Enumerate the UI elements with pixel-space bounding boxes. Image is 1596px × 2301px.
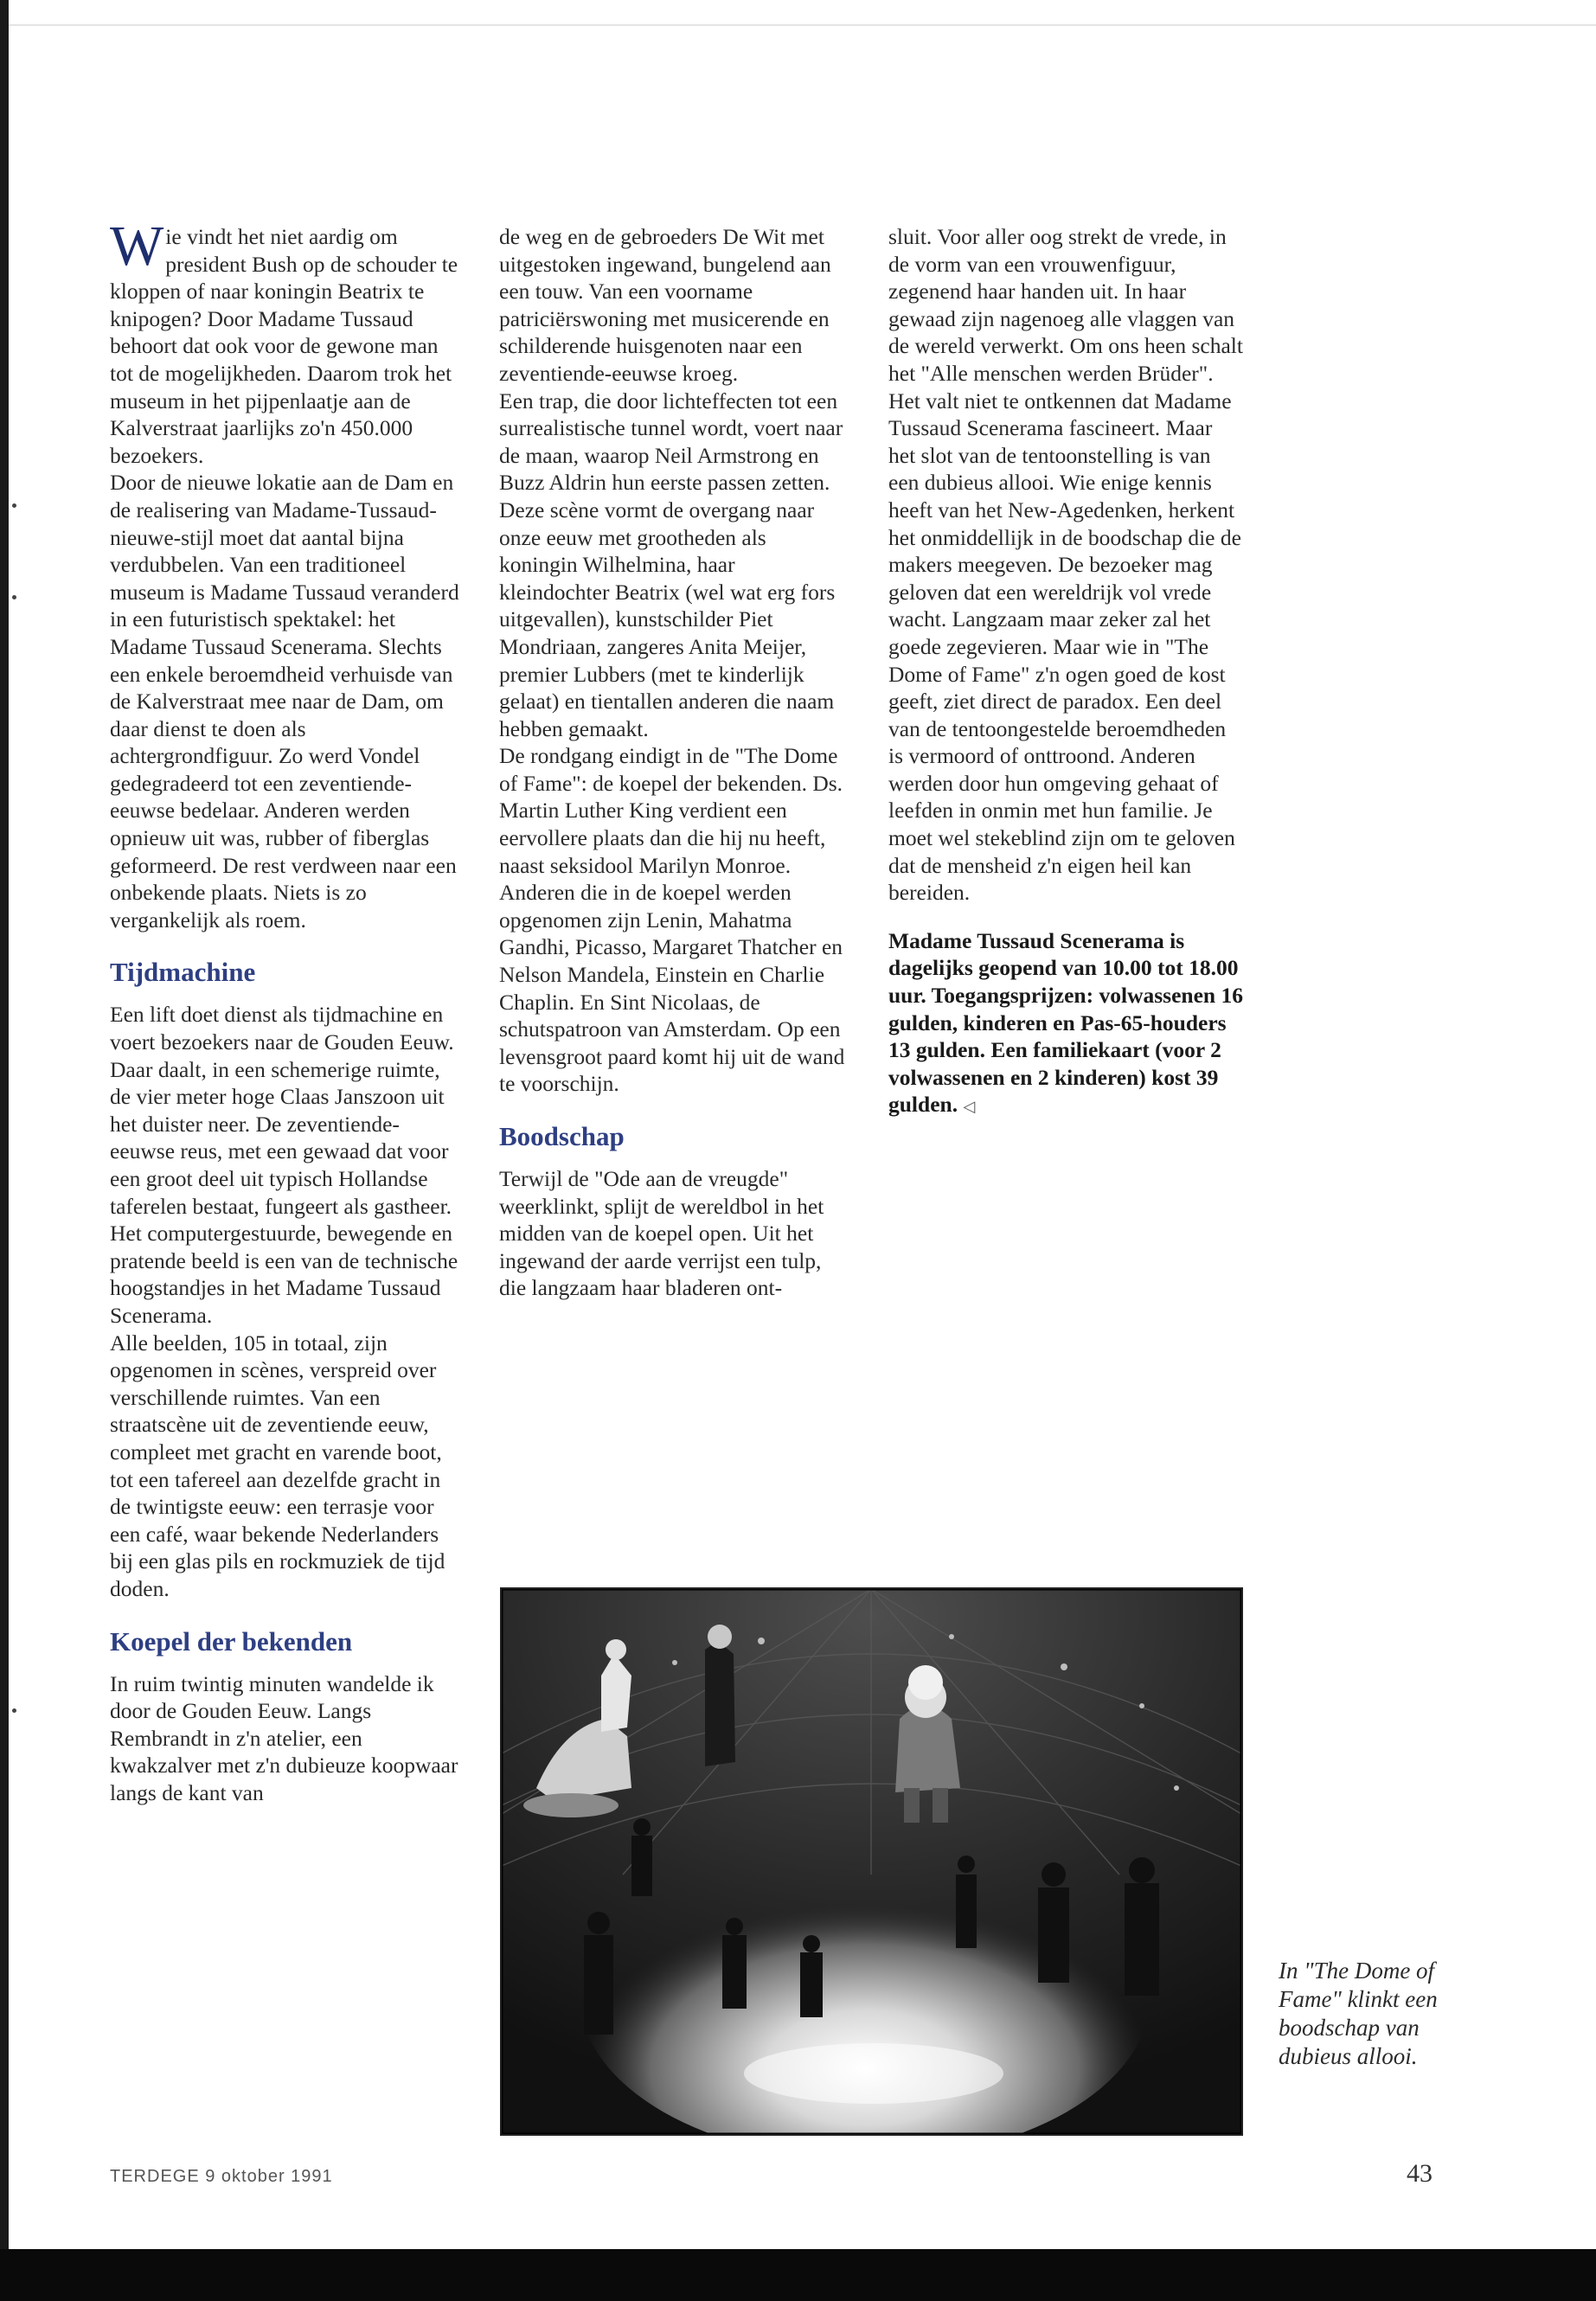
scan-speck — [12, 503, 16, 508]
paragraph: Terwijl de "Ode aan de vreugde" weerklinkt, splijt de wereldbol in het midden van de koepel open. Uit het ingewand der aarde verrijst een tulp, die langzaam haar bladeren ont- — [499, 1166, 824, 1301]
paragraph: Alle beelden, 105 in totaal, zijn opgenomen in scènes, verspreid over verschillende ruimtes. Van een straatscène uit de zeventiende eeuw, compleet met gracht en varende boot, tot een tafereel aan dezelfde gracht in de twintigste eeuw: een terrasje voor een café, waar bekende Nederlanders bij een glas pils en rockmuziek de tijd doden. — [110, 1330, 445, 1601]
info-text: Madame Tussaud Scenerama is dagelijks geopend van 10.00 tot 18.00 uur. Toegangsprijzen: volwassenen 16 gulden, kinderen en Pas-65-houders 13 gulden. Een familiekaart (voor 2 volwassenen en 2 kinderen) kost 39 gulden. — [888, 927, 1243, 1118]
footer-publication: TERDEGE 9 oktober 1991 — [110, 2167, 333, 2186]
article-column-3 — [888, 223, 1243, 1121]
paragraph: sluit. Voor aller oog strekt de vrede, in de vorm van een vrouwenfiguur, zegenend haar handen uit. In haar gewaad zijn nagenoeg alle vlaggen van de wereld verwerkt. Om ons heen schalt het "Alle menschen werden Brüder". — [888, 224, 1243, 386]
end-mark-icon: ◁ — [963, 1098, 976, 1116]
dome-photo-image — [502, 1589, 1241, 2134]
intro-text: ie vindt het niet aardig om president Bush op de schouder te kloppen of naar koningin Beatrix te knipogen? Door Madame Tussaud behoort dat ook voor de gewone man tot de mogelijkheden. Daarom trok het museum in het pijpenlaatje aan de Kalverstraat jaarlijks zo'n 450.000 bezoekers. — [110, 224, 458, 468]
paragraph: Door de nieuwe lokatie aan de Dam en de realisering van Madame-Tussaud-nieuwe-stijl moet dat aantal bijna verdubbelen. Van een traditioneel museum is Madame Tussaud veranderd in een futuristisch spektakel: het Madame Tussaud Scenerama. Slechts een enkele beroemdheid verhuisde van de Kalverstraat mee naar de Dam, om daar dienst te doen als achtergrondfiguur. Zo werd Vondel gedegradeerd tot een zeventiende-eeuwse bedelaar. Anderen werden opnieuw uit was, rubber of fiberglas geformeerd. De rest verdween naar een onbekende plaats. Niets is zo vergankelijk als roem. — [110, 470, 459, 933]
photo-caption: In "The Dome of Fame" klinkt een boodschap van dubieus allooi. — [1279, 1958, 1438, 2069]
dome-of-fame-photo — [500, 1587, 1243, 2136]
drop-cap: W — [110, 215, 164, 278]
scan-edge-top — [9, 0, 1596, 26]
page-number: 43 — [1407, 2159, 1433, 2188]
scan-speck — [12, 1708, 16, 1713]
subheading-boodschap: Boodschap — [499, 1121, 625, 1151]
paragraph: de weg en de gebroeders De Wit met uitgestoken ingewand, bungelend aan een touw. Van een voorname patriciërswoning met musicerende en schilderende huisgenoten naar een zeventiende-eeuwse kroeg. — [499, 224, 831, 386]
subheading-tijdmachine: Tijdmachine — [110, 957, 256, 988]
intro-paragraph — [110, 215, 461, 469]
paragraph: Een lift doet dienst als tijdmachine en voert bezoekers naar de Gouden Eeuw. Daar daalt, in een schemerige ruimte, de vier meter hoge Claas Janszoon uit het duister neer. De zeventiende-eeuwse reus, met een gewaad dat voor een groot deel uit typisch Hollandse taferelen bestaat, fungeert als gastheer. Het computergestuurde, bewegende en pratende beeld is een van de technische hoogstandjes in het Madame Tussaud Scenerama. — [110, 1002, 458, 1328]
paragraph: In ruim twintig minuten wandelde ik door de Gouden Eeuw. Langs Rembrandt in z'n atelier, een kwakzalver met z'n dubieuze koopwaar langs de kant van — [110, 1670, 458, 1805]
scan-speck — [12, 595, 16, 599]
subheading-koepel: Koepel der bekenden — [110, 1625, 353, 1657]
paragraph: Het valt niet te ontkennen dat Madame Tussaud Scenerama fascineert. Maar het slot van de tentoonstelling is van een dubieus allooi. Wie enige kennis heeft van het New-Agedenken, herkent het onmiddellijk in de boodschap die de makers meegeven. De bezoeker mag geloven dat een wereldrijk vol vrede wacht. Langzaam maar zeker zal het goede zegevieren. Maar wie in "The Dome of Fame" z'n ogen goed de kost geeft, ziet direct de paradox. Een deel van de tentoongestelde beroemdheden is vermoord of onttroond. Anderen werden door hun omgeving gehaat of leefden in onmin met hun familie. Je moet wel stekeblind zijn om te geloven dat de mensheid z'n eigen heil kan bereiden. — [888, 388, 1241, 906]
scan-edge-bottom — [0, 2249, 1596, 2301]
paragraph: De rondgang eindigt in de "The Dome of Fame": de koepel der bekenden. Ds. Martin Luther King verdient een eervollere plaats dan die hij nu heeft, naast seksidool Marilyn Monroe. Anderen die in de koepel werden opgenomen zijn Lenin, Mahatma Gandhi, Picasso, Margaret Thatcher en Nelson Mandela, Einstein en Charlie Chaplin. En Sint Nicolaas, de schutspatroon van Amsterdam. Op een levensgroot paard komt hij uit de wand te voorschijn. — [499, 743, 845, 1097]
info-box — [888, 927, 1243, 1121]
scan-edge-left — [0, 0, 9, 2301]
article-column-1 — [110, 215, 461, 1806]
paragraph: Een trap, die door lichteffecten tot een surrealistische tunnel wordt, voert naar de maan, waarop Neil Armstrong en Buzz Aldrin hun eerste passen zetten. Deze scène vormt de overgang naar onze eeuw met grootheden als koningin Wilhelmina, haar kleindochter Beatrix (wel wat erg fors uitgevallen), kunstschilder Piet Mondriaan, zangeres Anita Meijer, premier Lubbers (met te kinderlijk gelaat) en tientallen anderen die naam hebben gemaakt. — [499, 388, 843, 741]
article-column-2 — [499, 223, 845, 1302]
